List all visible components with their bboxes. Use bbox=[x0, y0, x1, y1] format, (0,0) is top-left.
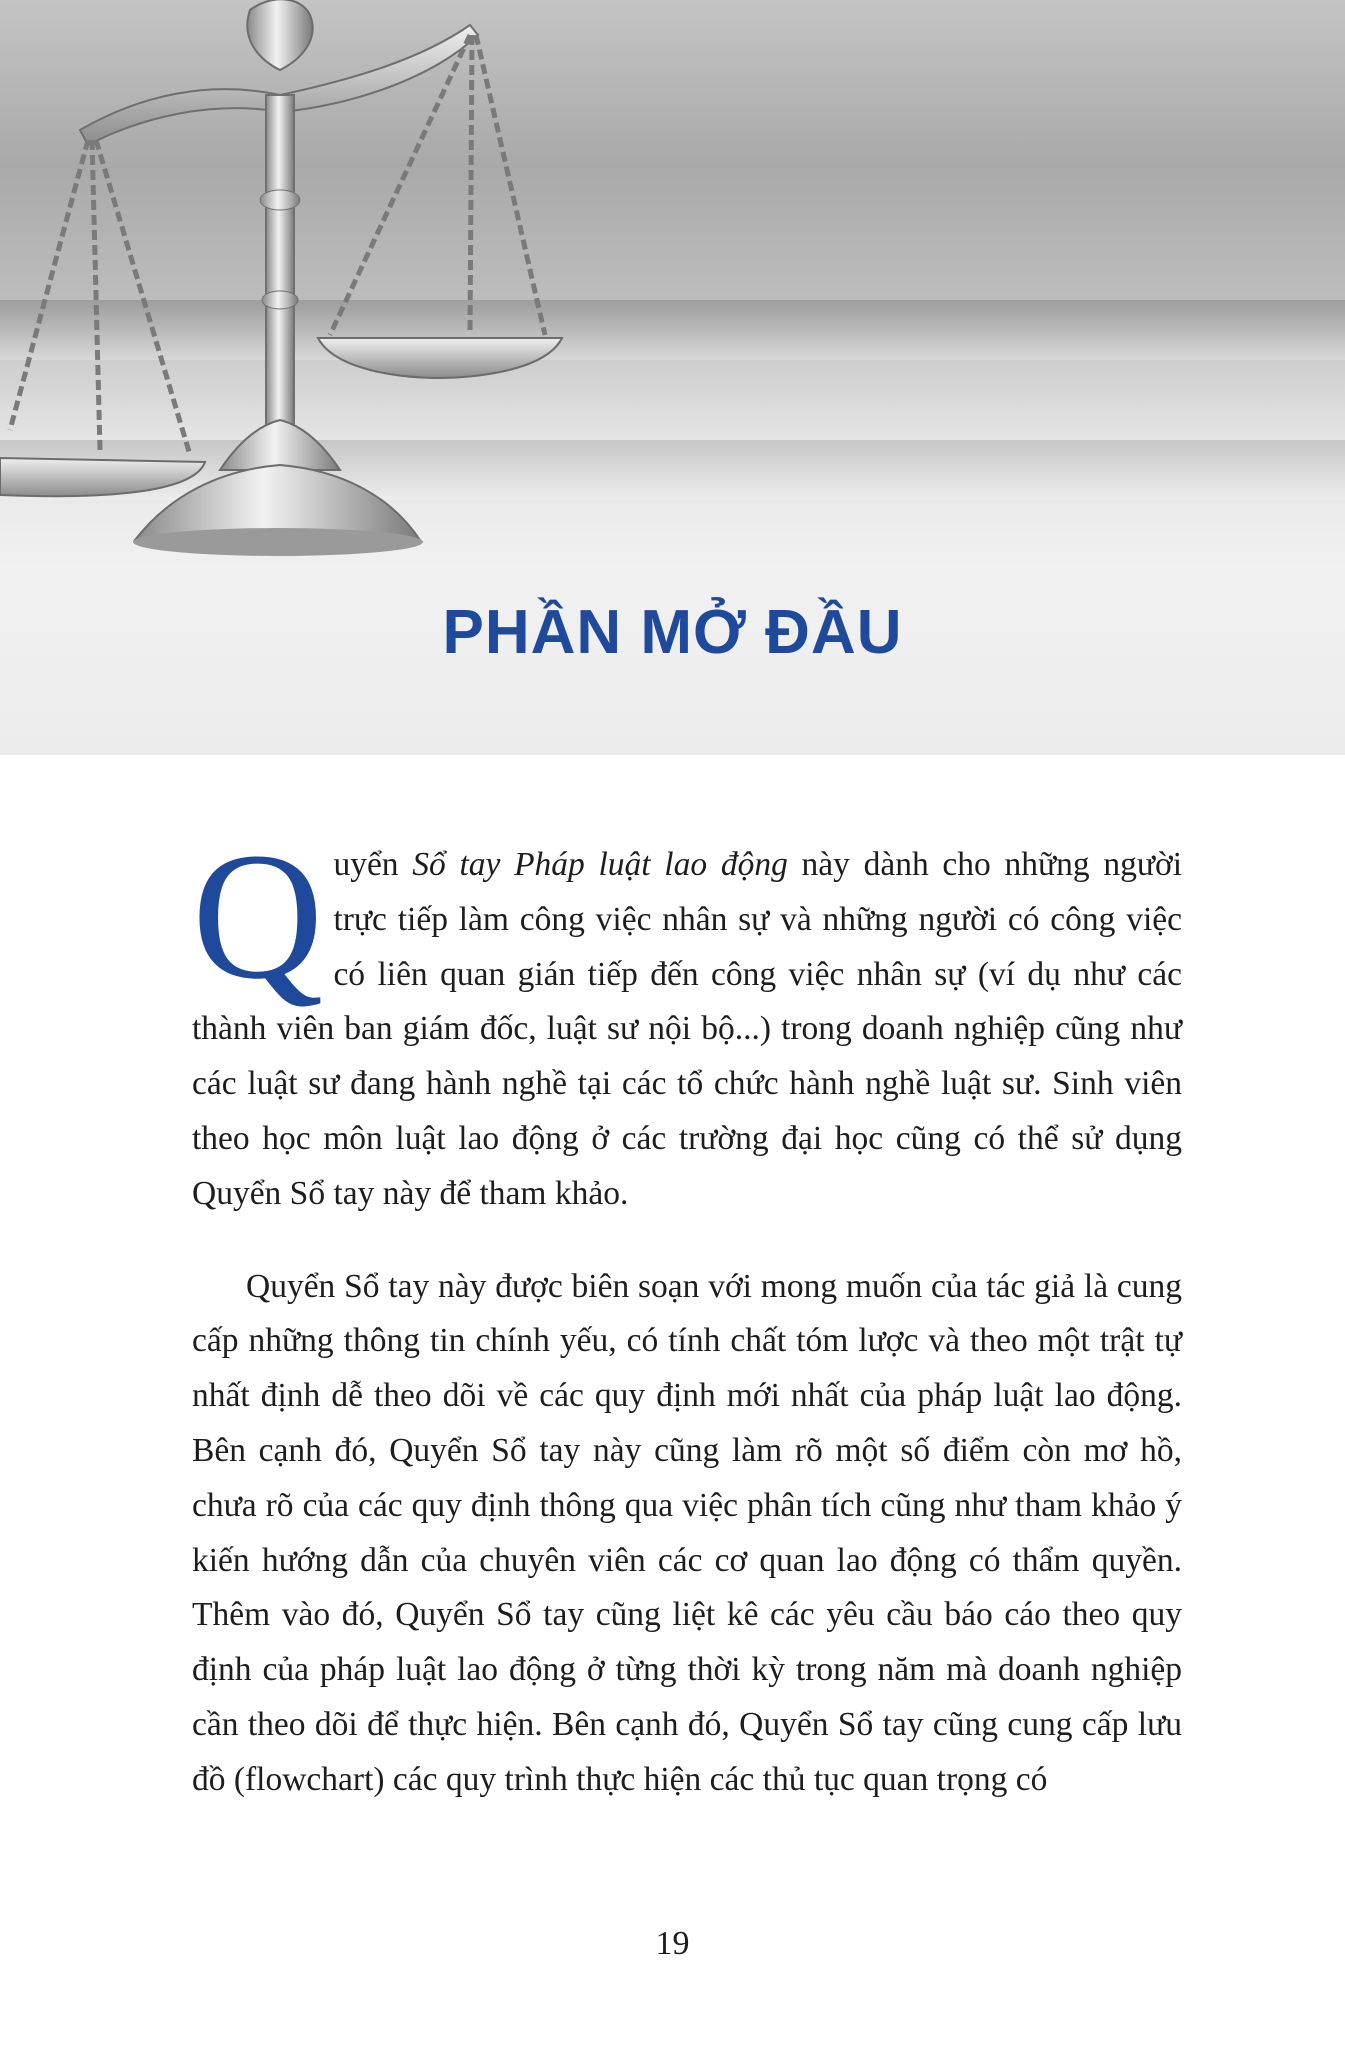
book-title-italic: Sổ tay Pháp luật lao động bbox=[412, 846, 788, 883]
paragraph-purpose: Quyển Sổ tay này được biên soạn với mong muốn của tác giả là cung cấp những thông tin chính yếu, có tính chất tóm lược và theo một trật tự nhất định dễ theo dõi về các quy định mới nhất của pháp luật lao động. Bên cạnh đó, Quyển Sổ tay này cũng làm rõ một số điểm còn mơ hồ, chưa rõ của các quy định thông qua việc phân tích cũng như tham khảo ý kiến hướng dẫn của chuyên viên các cơ quan lao động có thẩm quyền. Thêm vào đó, Quyển Sổ tay cũng liệt kê các yêu cầu báo cáo theo quy định của pháp luật lao động ở từng thời kỳ trong năm mà doanh nghiệp cần theo dõi để thực hiện. Bên cạnh đó, Quyển Sổ tay cũng cung cấp lưu đồ (flowchart) các quy trình thực hiện các thủ tục quan trọng có bbox=[192, 1267, 1182, 1798]
paragraph-intro bbox=[192, 816, 1183, 1222]
body-text bbox=[192, 816, 1183, 1808]
scales-of-justice-icon bbox=[0, 0, 600, 560]
paragraph-body: này dành cho những người trực tiếp làm công việc nhân sự và những người có công việc có liên quan gián tiếp đến công việc nhân sự (ví dụ như các thành viên ban giám đốc, luật sư nội bộ...) trong doanh nghiệp cũng như các luật sư đang hành nghề tại các tổ chức hành nghề luật sư. Sinh viên theo học môn luật lao động ở các trường đại học cũng có thể sử dụng Quyển Sổ tay này để tham khảo. bbox=[192, 846, 1183, 1212]
drop-cap-letter: Q bbox=[192, 816, 324, 1017]
page-number: 19 bbox=[655, 1925, 690, 1962]
paragraph-lead: uyển bbox=[333, 846, 413, 883]
page-title: PHẦN MỞ ĐẦU bbox=[442, 598, 903, 667]
